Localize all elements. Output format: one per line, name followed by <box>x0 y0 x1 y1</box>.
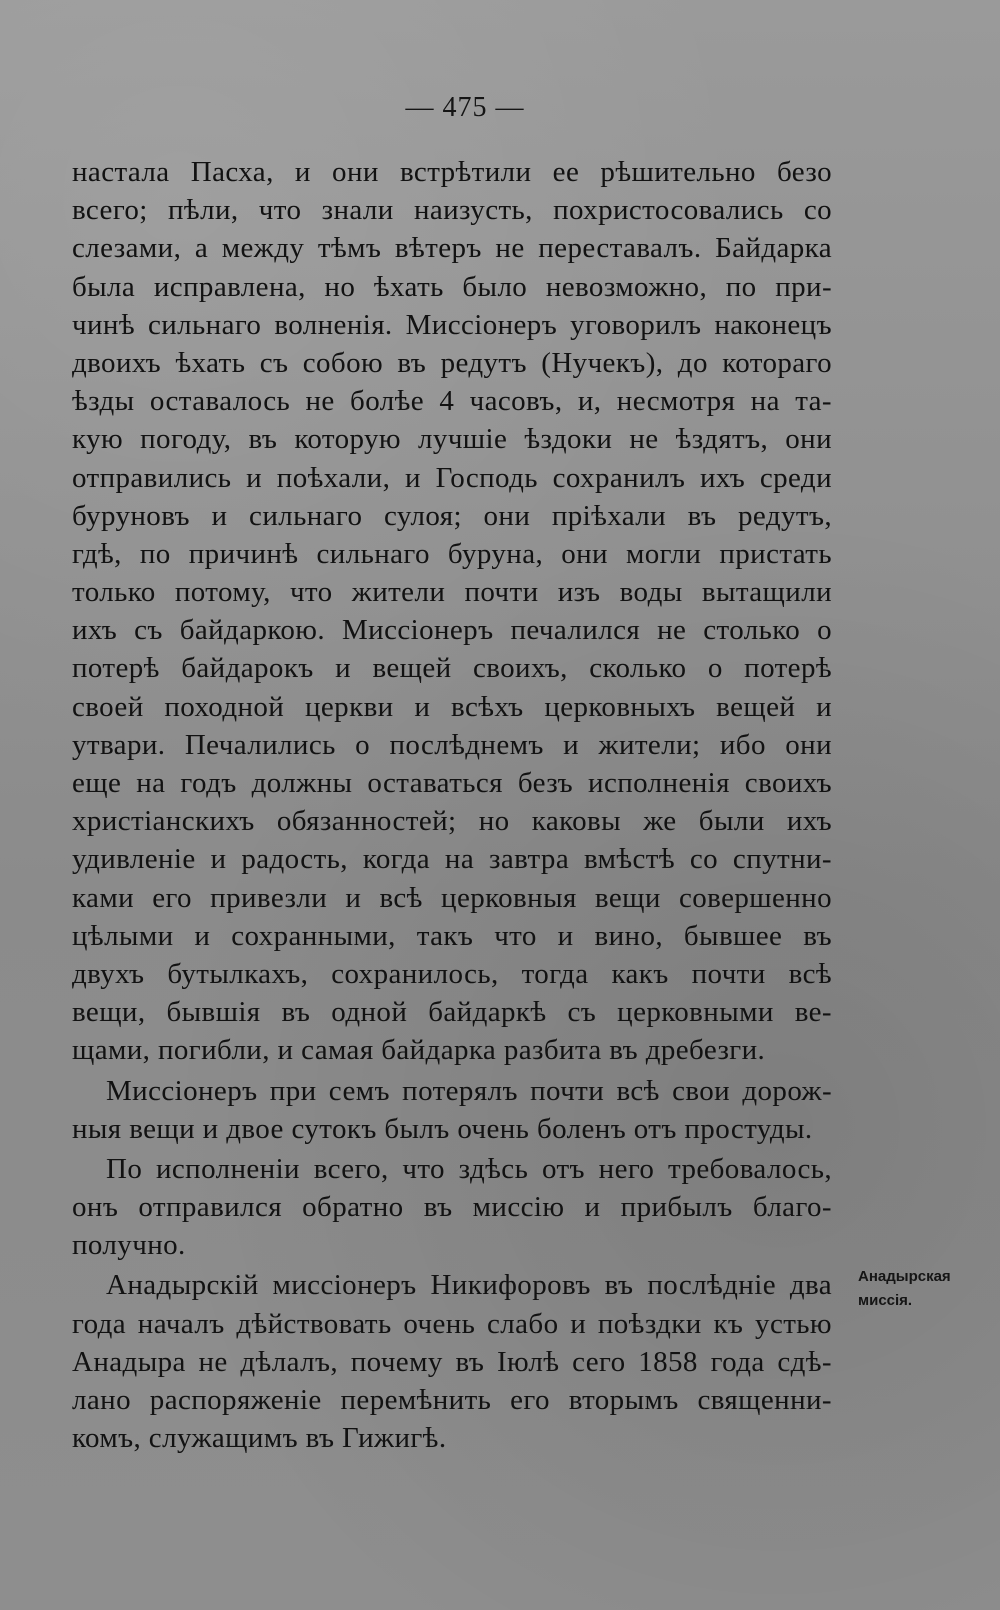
text-line: года началъ дѣйствовать очень слабо и поѣздки къ устью <box>72 1307 832 1340</box>
text-line: всего; пѣли, что знали наизусть, похристосовались со <box>72 194 832 227</box>
text-line: чинѣ сильнаго волненія. Миссіонеръ уговорилъ наконецъ <box>72 308 832 341</box>
text-line: ками его привезли и всѣ церковныя вещи совершенно <box>72 881 832 914</box>
margin-note <box>858 1265 968 1313</box>
text-line: Анадыра не дѣлалъ, почему въ Іюлѣ сего 1858 года сдѣ- <box>72 1345 832 1378</box>
text-line: вещи, бывшія въ одной байдаркѣ съ церковными ве- <box>72 996 832 1029</box>
text-line: потерѣ байдарокъ и вещей своихъ, сколько о потерѣ <box>72 652 832 685</box>
text-line: только потому, что жители почти изъ воды вытащили <box>72 576 832 609</box>
margin-note-line: Анадырская <box>858 1268 951 1285</box>
text-line: ѣзды оставалось не болѣе 4 часовъ, и, несмотря на та- <box>72 385 832 418</box>
main-text-block <box>72 153 832 1457</box>
text-line: ихъ съ байдаркою. Миссіонеръ печалился не столько о <box>72 614 832 647</box>
text-line: цѣлыми и сохранными, такъ что и вино, бывшее въ <box>72 919 832 952</box>
text-line: гдѣ, по причинѣ сильнаго буруна, они могли пристать <box>72 537 832 570</box>
text-line: двухъ бутылкахъ, сохранилось, тогда какъ почти всѣ <box>72 957 832 990</box>
paragraph-start-line: По исполненіи всего, что здѣсь отъ него требовалось, <box>106 1152 832 1185</box>
text-line: комъ, служащимъ въ Гижигѣ. <box>72 1422 447 1455</box>
text-line: кую погоду, въ которую лучшіе ѣздоки не ѣздятъ, они <box>72 423 832 456</box>
page-number: — 475 — <box>405 92 525 123</box>
text-line: получно. <box>72 1229 186 1262</box>
text-line: ныя вещи и двое сутокъ былъ очень боленъ отъ простуды. <box>72 1112 813 1145</box>
text-line: отправились и поѣхали, и Господь сохранилъ ихъ среди <box>72 461 832 494</box>
text-line: утвари. Печалились о послѣднемъ и жители; ибо они <box>72 728 832 761</box>
text-line: буруновъ и сильнаго сулоя; они пріѣхали въ редутъ, <box>72 499 832 532</box>
text-line: онъ отправился обратно въ миссію и прибылъ благо- <box>72 1191 832 1224</box>
margin-note-line: миссія. <box>858 1292 913 1309</box>
text-line: лано распоряженіе перемѣнить его вторымъ священни- <box>72 1384 832 1416</box>
paragraph-start-line: Анадырскій миссіонеръ Никифоровъ въ послѣдніе два <box>106 1269 832 1302</box>
text-line: удивленіе и радость, когда на завтра вмѣстѣ со спутни- <box>72 843 832 876</box>
text-line: еще на годъ должны оставаться безъ исполненія своихъ <box>72 767 832 799</box>
text-line: двоихъ ѣхать съ собою въ редутъ (Нучекъ), до котораго <box>72 346 832 379</box>
text-line: слезами, а между тѣмъ вѣтеръ не переставалъ. Байдарка <box>72 232 832 265</box>
paragraph-start-line: Миссіонеръ при семъ потерялъ почти всѣ свои дорож- <box>106 1074 832 1107</box>
text-line: щами, погибли, и самая байдарка разбита въ дребезги. <box>72 1034 766 1067</box>
text-line: была исправлена, но ѣхать было невозможно, по при- <box>72 270 832 303</box>
text-line: настала Пасха, и они встрѣтили ее рѣшительно безо <box>72 156 832 188</box>
text-line: христіанскихъ обязанностей; но каковы же были ихъ <box>72 805 832 838</box>
text-line: своей походной церкви и всѣхъ церковныхъ вещей и <box>72 690 832 723</box>
